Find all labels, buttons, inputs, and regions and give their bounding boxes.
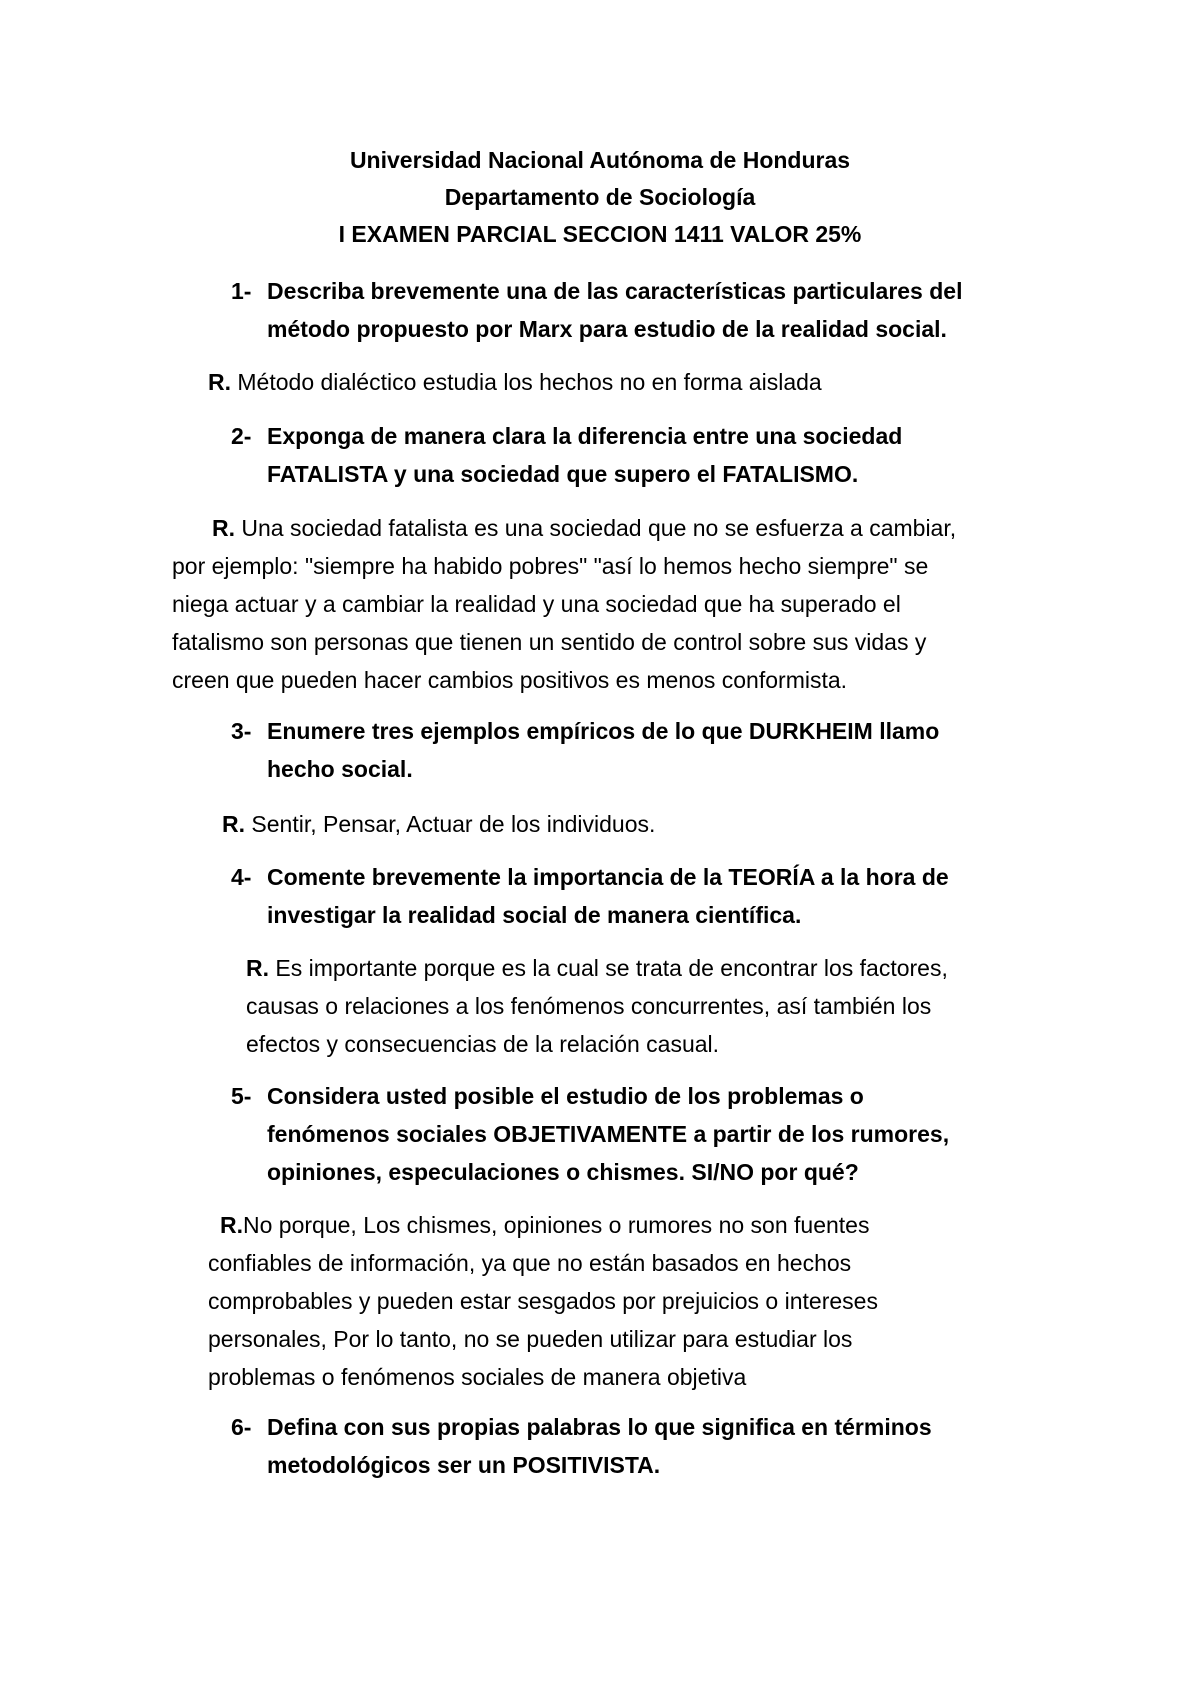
- answer-text-line: por ejemplo: "siempre ha habido pobres" "así lo hemos hecho siempre" se: [172, 553, 929, 579]
- answer-text-line: niega actuar y a cambiar la realidad y una sociedad que ha superado el: [172, 591, 901, 617]
- answer-text-line: efectos y consecuencias de la relación casual.: [246, 1031, 720, 1057]
- question-number: 5-: [231, 1083, 252, 1109]
- answer-5: [208, 1206, 878, 1396]
- question-text-line: investigar la realidad social de manera científica.: [267, 902, 802, 928]
- question-text-line: FATALISTA y una sociedad que supero el FATALISMO.: [267, 461, 859, 487]
- answer-text-line: problemas o fenómenos sociales de manera objetiva: [208, 1364, 747, 1390]
- answer-text-line: fatalismo son personas que tienen un sentido de control sobre sus vidas y: [172, 629, 927, 655]
- answer-label: R.: [208, 369, 231, 395]
- question-number: 2-: [231, 423, 252, 449]
- question-text-line: Describa brevemente una de las características particulares del: [267, 278, 963, 304]
- exam-title: I EXAMEN PARCIAL SECCION 1411 VALOR 25%: [338, 221, 862, 247]
- answer-4: [246, 949, 948, 1063]
- answer-label: R.: [212, 515, 235, 541]
- answer-label: R.: [246, 955, 269, 981]
- question-text-line: hecho social.: [267, 756, 413, 782]
- answer-text-line: Una sociedad fatalista es una sociedad que no se esfuerza a cambiar,: [241, 515, 957, 541]
- answer-text-line: confiables de información, ya que no están basados en hechos: [208, 1250, 852, 1276]
- answer-text-line: comprobables y pueden estar sesgados por prejuicios o intereses: [208, 1288, 878, 1314]
- question-number: 4-: [231, 864, 252, 890]
- answer-text-line: Es importante porque es la cual se trata de encontrar los factores,: [275, 955, 948, 981]
- answer-text-line: creen que pueden hacer cambios positivos es menos conformista.: [172, 667, 848, 693]
- answer-text-line: causas o relaciones a los fenómenos concurrentes, así también los: [246, 993, 932, 1019]
- question-text-line: método propuesto por Marx para estudio de la realidad social.: [267, 316, 947, 342]
- question-text-line: Exponga de manera clara la diferencia entre una sociedad: [267, 423, 903, 449]
- answer-text-line: personales, Por lo tanto, no se pueden utilizar para estudiar los: [208, 1326, 853, 1352]
- question-text-line: fenómenos sociales OBJETIVAMENTE a partir de los rumores,: [267, 1121, 950, 1147]
- question-text-line: Enumere tres ejemplos empíricos de lo que DURKHEIM llamo: [267, 718, 940, 744]
- answer-text-line: Sentir, Pensar, Actuar de los individuos.: [251, 811, 656, 837]
- answer-text-line: Método dialéctico estudia los hechos no en forma aislada: [237, 369, 822, 395]
- question-text-line: opiniones, especulaciones o chismes. SI/NO por qué?: [267, 1159, 859, 1185]
- question-number: 6-: [231, 1414, 252, 1440]
- question-text-line: Defina con sus propias palabras lo que significa en términos: [267, 1414, 932, 1440]
- question-text-line: Comente brevemente la importancia de la TEORÍA a la hora de: [267, 864, 949, 890]
- question-text-line: metodológicos ser un POSITIVISTA.: [267, 1452, 661, 1478]
- answer-2: [172, 509, 956, 699]
- answer-1: [208, 363, 822, 401]
- document-header: [0, 142, 1200, 253]
- answer-text-line: No porque, Los chismes, opiniones o rumores no son fuentes: [243, 1212, 870, 1238]
- question-number: 3-: [231, 718, 252, 744]
- question-number: 1-: [231, 278, 252, 304]
- answer-3: [222, 805, 655, 843]
- department-name: Departamento de Sociología: [444, 184, 756, 210]
- question-text-line: Considera usted posible el estudio de los problemas o: [267, 1083, 864, 1109]
- answer-label: R.: [222, 811, 245, 837]
- university-name: Universidad Nacional Autónoma de Honduras: [349, 147, 851, 173]
- answer-label: R.: [220, 1212, 243, 1238]
